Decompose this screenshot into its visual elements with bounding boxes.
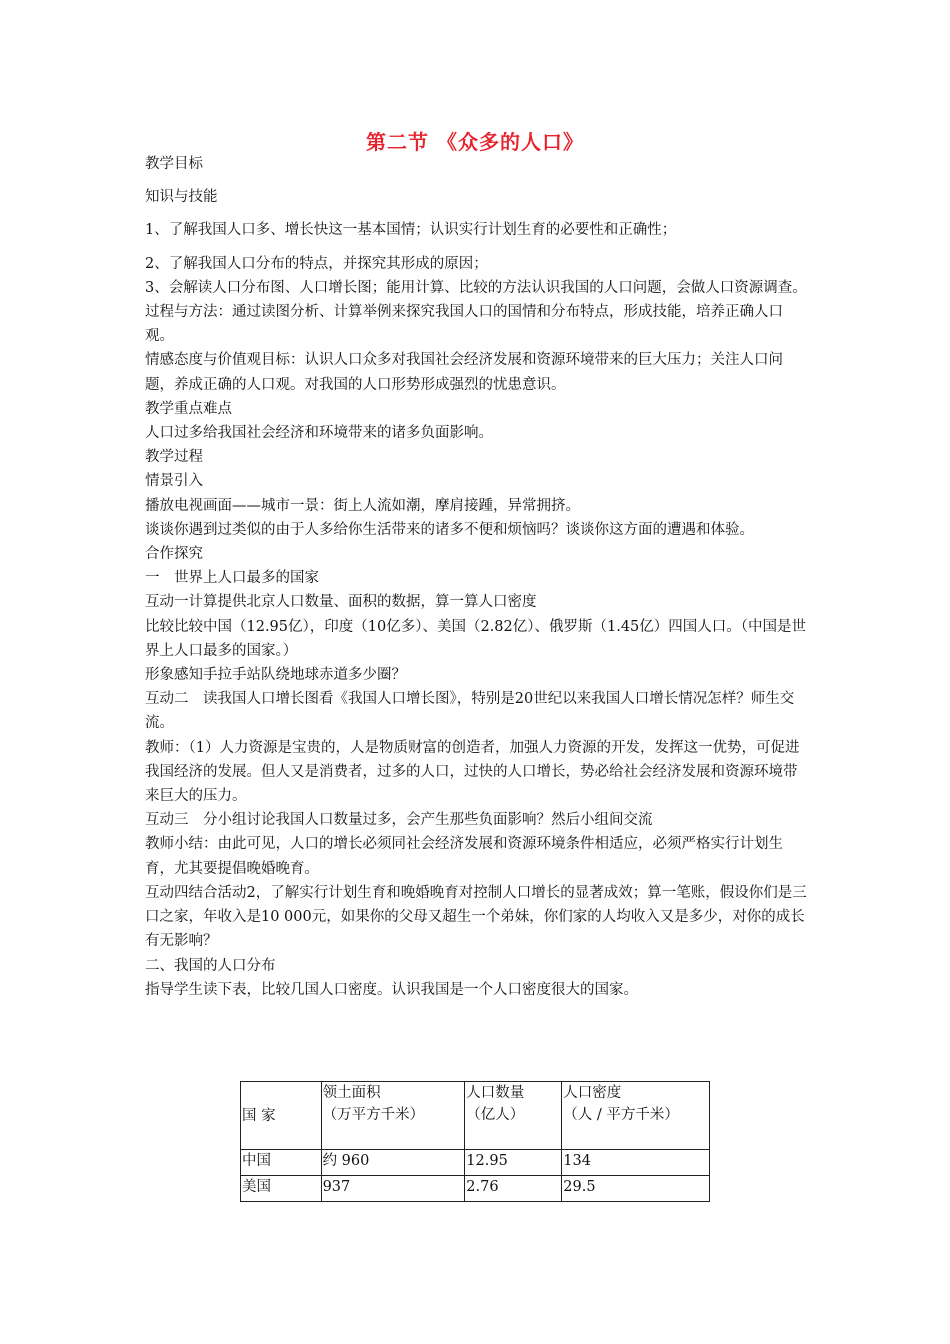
visual-perception: 形象感知手拉手站队绕地球赤道多少圈？ [145, 667, 406, 684]
document-body [145, 152, 810, 1002]
heading-teaching-process: 教学过程 [145, 449, 203, 466]
heading-cooperative: 合作探究 [145, 546, 203, 563]
compare-countries: 比较比较中国（12.95亿），印度（10亿多）、美国（2.82亿）、俄罗斯（1.45亿）四国人口。（中国是世界上人口最多的国家。） [145, 618, 807, 659]
document-title: 第二节 《众多的人口》 [366, 130, 584, 154]
emotion-goal: 情感态度与价值观目标：认识人口众多对我国社会经济发展和资源环境带来的巨大压力；关注人口问题，养成正确的人口观。对我国的人口形势形成强烈的忧患意识。 [145, 352, 783, 393]
cell-country: 美国 [241, 1176, 322, 1202]
discussion-prompt: 谈谈你遇到过类似的由于人多给你生活带来的诸多不便和烦恼吗？谈谈你这方面的遭遇和体验。 [145, 521, 754, 538]
goal-item-2: 2、了解我国人口分布的特点，并探究其形成的原因； [145, 255, 488, 272]
interaction-three: 互动三 分小组讨论我国人口数量过多，会产生那些负面影响？然后小组间交流 [145, 812, 653, 829]
table-row [241, 1176, 710, 1202]
header-density: 人口密度 （人 / 平方千米） [562, 1082, 710, 1150]
population-density-table [240, 1081, 710, 1202]
header-country: 国 家 [241, 1082, 322, 1150]
cell-density: 134 [562, 1150, 710, 1176]
goal-item-3: 3、会解读人口分布图、人口增长图；能用计算、比较的方法认识我国的人口问题，会做人口资源调查。 [145, 279, 807, 296]
key-point-text: 人口过多给我国社会经济和环境带来的诸多负面影响。 [145, 425, 493, 442]
heading-scene-intro: 情景引入 [145, 473, 203, 490]
cell-area: 937 [321, 1176, 465, 1202]
interaction-one: 互动一计算提供北京人口数量、面积的数据，算一算人口密度 [145, 594, 537, 611]
scene-text: 播放电视画面——城市一景：街上人流如潮，摩肩接踵，异常拥挤。 [145, 497, 580, 514]
header-population: 人口数量 （亿人） [465, 1082, 562, 1150]
header-area: 领土面积 （万平方千米） [321, 1082, 465, 1150]
teacher-remark: 教师：（1）人力资源是宝贵的，人是物质财富的创造者，加强人力资源的开发，发挥这一优势，可促进我国经济的发展。但人又是消费者，过多的人口，过快的人口增长，势必给社会经济发展和资源环境带来巨大的压力。 [145, 739, 800, 805]
heading-knowledge-skills: 知识与技能 [145, 189, 218, 206]
cell-area: 约 960 [321, 1150, 465, 1176]
interaction-four: 互动四结合活动2，了解实行计划生育和晚婚晚育对控制人口增长的显著成效；算一笔账，假设你们是三口之家，年收入是10 000元，如果你的父母又超生一个弟妹，你们家的人均收入又是多少，对你的成长有无影响？ [145, 884, 807, 950]
interaction-two: 互动二 读我国人口增长图看《我国人口增长图》，特别是20世纪以来我国人口增长情况怎样？师生交流。 [145, 691, 795, 732]
table-row [241, 1150, 710, 1176]
cell-country: 中国 [241, 1150, 322, 1176]
cell-population: 2.76 [465, 1176, 562, 1202]
section-one-heading: 一 世界上人口最多的国家 [145, 570, 319, 587]
cell-density: 29.5 [562, 1176, 710, 1202]
table-header-row [241, 1082, 710, 1150]
heading-teaching-goals: 教学目标 [145, 156, 203, 172]
heading-key-points: 教学重点难点 [145, 400, 232, 417]
section-two-heading: 二、我国的人口分布 [145, 957, 276, 974]
cell-population: 12.95 [465, 1150, 562, 1176]
process-method: 过程与方法：通过读图分析、计算举例来探究我国人口的国情和分布特点，形成技能，培养正确人口观。 [145, 304, 783, 345]
teacher-summary: 教师小结：由此可见，人口的增长必须同社会经济发展和资源环境条件相适应，必须严格实行计划生育，尤其要提倡晚婚晚育。 [145, 836, 783, 877]
table-intro: 指导学生读下表，比较几国人口密度。认识我国是一个人口密度很大的国家。 [145, 981, 638, 998]
goal-item-1: 1、了解我国人口多、增长快这一基本国情；认识实行计划生育的必要性和正确性； [145, 222, 677, 239]
